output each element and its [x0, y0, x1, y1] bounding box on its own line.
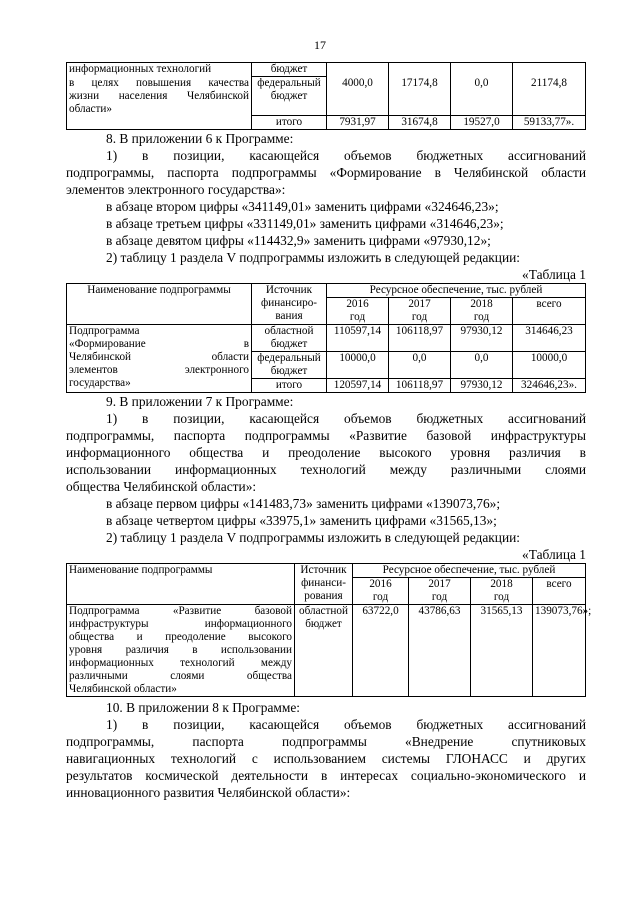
- section-8-p2: 2) таблицу 1 раздела V подпрограммы изложить в следующей редакции:: [106, 250, 521, 265]
- source-cell: областной бюджет: [295, 605, 353, 697]
- table-label: «Таблица 1: [522, 547, 586, 562]
- value-2017-cell: 17174,8: [389, 77, 451, 116]
- value-2017-cell: 106118,97: [389, 379, 451, 393]
- name-cell: [67, 116, 252, 130]
- page-number: 17: [314, 38, 326, 52]
- name-cell: информационных технологий: [67, 63, 252, 77]
- section-9-p1-line: использовании информационных технологий между различными слоями: [66, 462, 586, 477]
- value-total-cell: 324646,23».: [513, 379, 586, 393]
- table-label: «Таблица 1: [522, 267, 586, 282]
- name-cell: Подпрограмма «Развитие базовой инфраструктуры информационного общества и преодоление высокого уровня различия в использовании информационных технологий между различными слоями общества Челябинской области»: [67, 605, 295, 697]
- value-2017-cell: 31674,8: [389, 116, 451, 130]
- header-2016: 2016 год: [353, 578, 409, 605]
- name-cell: в целях повышения качества жизни населения Челябинской области»: [67, 77, 252, 116]
- section-9-p1-line: информационного общества и преодоление высокого уровня различия в: [66, 445, 586, 460]
- value-2017-cell: 43786,63: [409, 605, 471, 697]
- section-9-heading: 9. В приложении 7 к Программе:: [106, 394, 294, 409]
- table-row: [67, 325, 586, 352]
- section-8-item: в абзаце втором цифры «341149,01» заменить цифрами «324646,23»;: [106, 199, 499, 214]
- table-header-row: [67, 564, 586, 578]
- section-9-p1-line: подпрограммы, паспорта подпрограммы «Развитие базовой инфраструктуры: [66, 428, 586, 443]
- table-row: [67, 605, 586, 697]
- page-content: [66, 62, 592, 801]
- table-row: [67, 63, 586, 77]
- source-cell: федеральный бюджет: [252, 352, 327, 379]
- value-2018-cell: 0,0: [451, 352, 513, 379]
- value-2016-cell: 4000,0: [327, 77, 389, 116]
- table-row: [67, 77, 586, 116]
- value-2018-cell: [451, 63, 513, 77]
- section-9-p1-line: общества Челябинской области»:: [66, 479, 257, 494]
- top-table: [66, 62, 586, 130]
- header-resources: Ресурсное обеспечение, тыс. рублей: [353, 564, 586, 578]
- header-2018: 2018 год: [471, 578, 533, 605]
- section-9-item: в абзаце первом цифры «141483,73» заменить цифрами «139073,76»;: [106, 496, 501, 511]
- section-9-table: [66, 563, 592, 697]
- value-total-cell: 139073,76»;: [533, 605, 586, 697]
- header-2017: 2017 год: [389, 298, 451, 325]
- value-2017-cell: [389, 63, 451, 77]
- name-cell: Подпрограмма «Формирование в Челябинской области элементов электронного государства»: [67, 325, 252, 393]
- value-2018-cell: 31565,13: [471, 605, 533, 697]
- section-10-p1-line: навигационных технологий с использованием системы ГЛОНАСС и других: [66, 751, 586, 766]
- section-10-p1-line: подпрограммы, паспорта подпрограммы «Внедрение спутниковых: [66, 734, 586, 749]
- value-total-cell: [513, 63, 586, 77]
- value-total-cell: 10000,0: [513, 352, 586, 379]
- section-9-p2: 2) таблицу 1 раздела V подпрограммы изложить в следующей редакции:: [106, 530, 521, 545]
- value-2016-cell: 7931,97: [327, 116, 389, 130]
- value-2018-cell: 19527,0: [451, 116, 513, 130]
- section-8-table: [66, 283, 586, 393]
- value-2016-cell: 110597,14: [327, 325, 389, 352]
- value-2018-cell: 0,0: [451, 77, 513, 116]
- source-cell: итого: [252, 116, 327, 130]
- value-total-cell: 314646,23: [513, 325, 586, 352]
- header-total: всего: [513, 298, 586, 325]
- value-2016-cell: 63722,0: [353, 605, 409, 697]
- table-header-row: [67, 284, 586, 298]
- section-8-p1-line: 1) в позиции, касающейся объемов бюджетных ассигнований: [106, 148, 586, 163]
- section-8-heading: 8. В приложении 6 к Программе:: [106, 131, 294, 146]
- header-name: Наименование подпрограммы: [67, 284, 252, 325]
- section-10-heading: 10. В приложении 8 к Программе:: [106, 700, 301, 715]
- section-9-p1-line: 1) в позиции, касающейся объемов бюджетных ассигнований: [106, 411, 586, 426]
- header-source: Источник финанси- рования: [295, 564, 353, 605]
- value-2016-cell: [327, 63, 389, 77]
- value-2016-cell: 120597,14: [327, 379, 389, 393]
- section-10-p1-line: 1) в позиции, касающейся объемов бюджетных ассигнований: [106, 717, 586, 732]
- header-source: Источник финансиро- вания: [252, 284, 327, 325]
- header-2017: 2017 год: [409, 578, 471, 605]
- value-2016-cell: 10000,0: [327, 352, 389, 379]
- section-10-p1-line: инновационного развития Челябинской области»:: [66, 785, 351, 800]
- value-2018-cell: 97930,12: [451, 379, 513, 393]
- section-9-item: в абзаце четвертом цифры «33975,1» заменить цифрами «31565,13»;: [106, 513, 497, 528]
- source-cell: бюджет: [252, 63, 327, 77]
- table-row: [67, 116, 586, 130]
- header-resources: Ресурсное обеспечение, тыс. рублей: [327, 284, 586, 298]
- header-name: Наименование подпрограммы: [67, 564, 295, 605]
- value-total-cell: 21174,8: [513, 77, 586, 116]
- header-2018: 2018 год: [451, 298, 513, 325]
- value-2018-cell: 97930,12: [451, 325, 513, 352]
- section-8-item: в абзаце третьем цифры «331149,01» заменить цифрами «314646,23»;: [106, 216, 504, 231]
- source-cell: федеральный бюджет: [252, 77, 327, 116]
- section-10-p1-line: результатов космической деятельности в интересах социально-экономического и: [66, 768, 586, 783]
- value-2017-cell: 0,0: [389, 352, 451, 379]
- header-2016: 2016 год: [327, 298, 389, 325]
- source-cell: областной бюджет: [252, 325, 327, 352]
- section-8-p1-line: элементов электронного государства»:: [66, 182, 286, 197]
- header-total: всего: [533, 578, 586, 605]
- section-8-item: в абзаце девятом цифры «114432,9» заменить цифрами «97930,12»;: [106, 233, 491, 248]
- value-2017-cell: 106118,97: [389, 325, 451, 352]
- source-cell: итого: [252, 379, 327, 393]
- section-8-p1-line: подпрограммы, паспорта подпрограммы «Формирование в Челябинской области: [66, 165, 586, 180]
- value-total-cell: 59133,77».: [513, 116, 586, 130]
